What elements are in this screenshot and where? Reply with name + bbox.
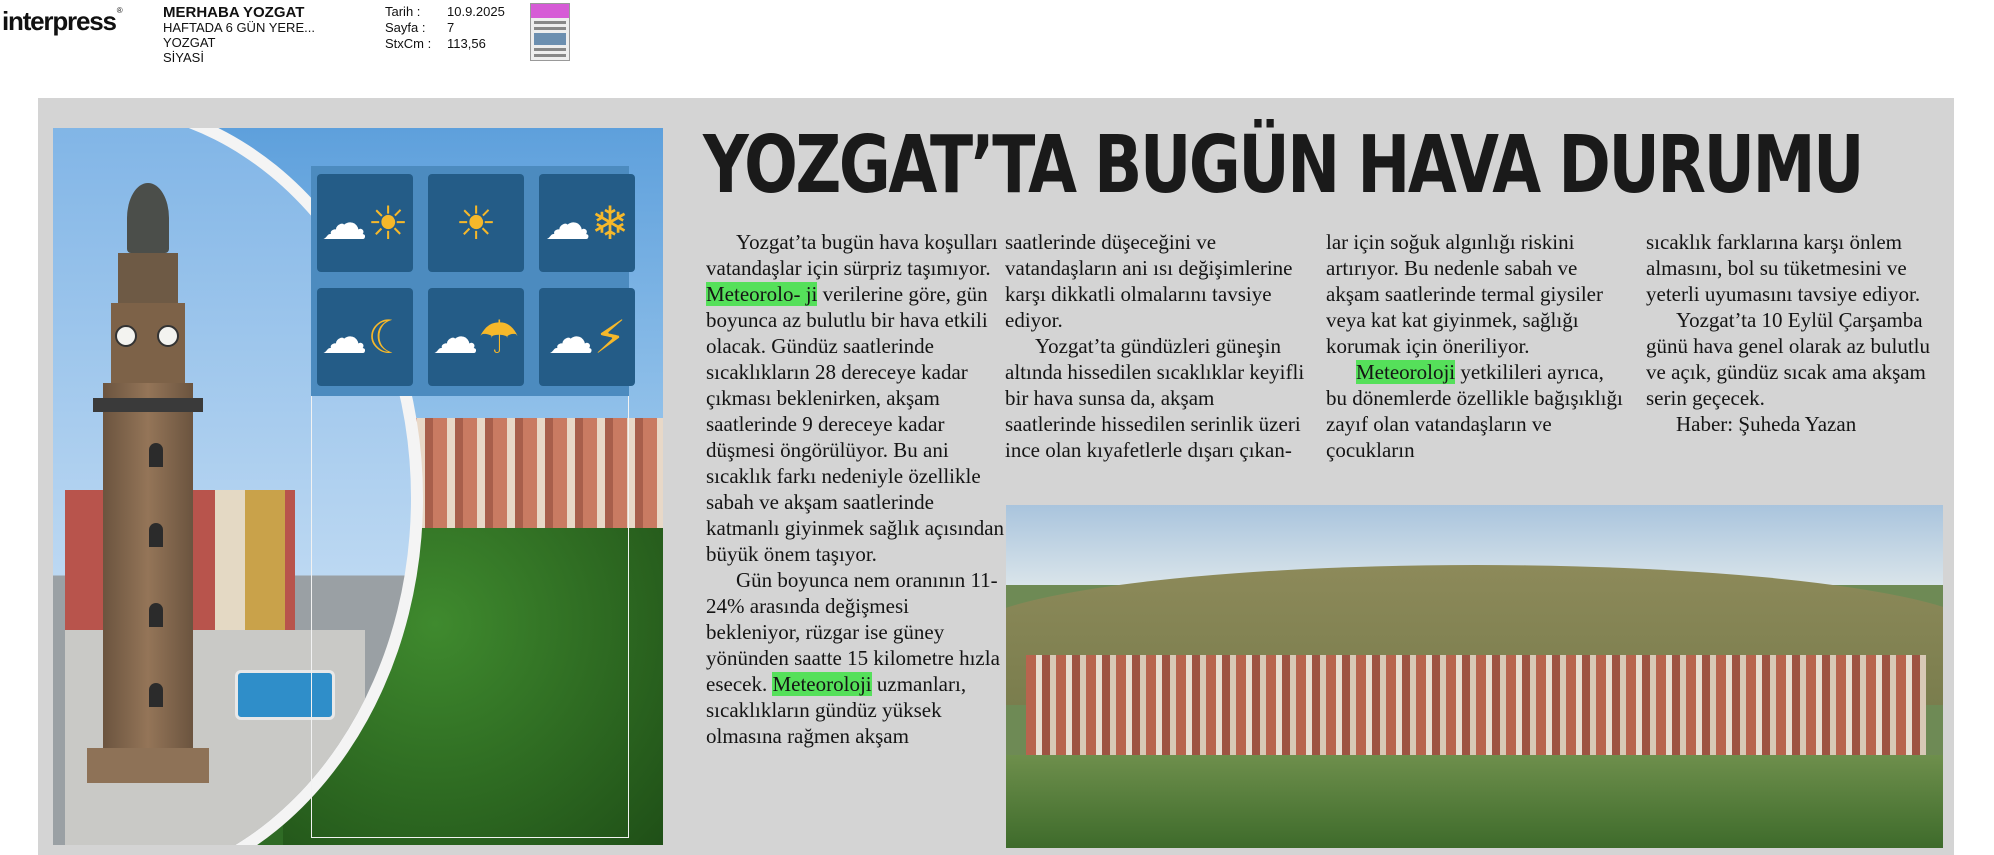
tower-shaft bbox=[103, 383, 193, 753]
news-clipping bbox=[38, 98, 1954, 855]
thumbnail-line bbox=[534, 27, 566, 30]
text-run: Gün boyunca nem oranının 11-24% arasında değişmesi bekleniyor, rüzgar ise güney yönünden saatte 15 kilometre hızla esecek. bbox=[706, 568, 1000, 696]
icon-cloud: ☁ bbox=[321, 196, 368, 250]
tower-window bbox=[149, 443, 163, 467]
tower-belfry bbox=[118, 253, 178, 303]
thumbnail-line bbox=[534, 21, 566, 24]
article-headline: YOZGAT’TA BUGÜN HAVA DURUMU bbox=[703, 119, 1862, 211]
icon-cloud: ☁ bbox=[432, 310, 479, 364]
paragraph: saatlerinde düşeceğini ve vatandaşların ani ısı değişimlerine karşı dikkatli olmalarını tavsiye ediyor. bbox=[1005, 230, 1293, 332]
meta-value: 113,56 bbox=[447, 36, 486, 51]
icon-cloud: ☁ bbox=[321, 310, 368, 364]
publication-city: YOZGAT bbox=[163, 35, 216, 50]
interpress-logo bbox=[2, 6, 121, 37]
text-run: yetkilileri ayrıca, bu dönemlerde özellikle bağışıklığı zayıf olan vatandaşların ve çocukların bbox=[1326, 360, 1623, 462]
icon-accent: ☂ bbox=[478, 310, 520, 364]
highlighted-term: Meteoroloji bbox=[1356, 360, 1456, 384]
sun-icon bbox=[428, 174, 524, 272]
paragraph: Yozgat’ta 10 Eylül Çarşamba günü hava genel olarak az bulutlu ve açık, gündüz sıcak ama akşam serin geçecek. bbox=[1646, 308, 1930, 410]
paragraph: sıcaklık farklarına karşı önlem almasını, bol su tüketmesini ve yeterli uyumasını tavsiye ediyor. bbox=[1646, 230, 1921, 306]
thunderstorm-cloud-icon bbox=[539, 288, 635, 386]
paragraph bbox=[706, 229, 1006, 567]
byline: Haber: Şuheda Yazan bbox=[1676, 412, 1857, 436]
icon-accent: ☀ bbox=[455, 196, 497, 250]
meta-value: 7 bbox=[447, 20, 455, 35]
meta-value: 10.9.2025 bbox=[447, 4, 505, 19]
snow-cloud-icon bbox=[539, 174, 635, 272]
meta-row-date bbox=[385, 4, 505, 20]
meta-key: Sayfa : bbox=[385, 20, 426, 35]
paragraph bbox=[706, 567, 1006, 749]
article-column-3 bbox=[1326, 229, 1626, 463]
tower-clock-section bbox=[111, 303, 185, 383]
icon-accent: ☾ bbox=[367, 310, 409, 364]
paragraph: lar için soğuk algınlığı riskini artırıyor. Bu nedenle sabah ve akşam saatlerinde termal giysiler veya kat kat giyinmek, sağlığı korumak için öneriliyor. bbox=[1326, 230, 1603, 358]
tower-base bbox=[87, 748, 209, 783]
registered-mark: ® bbox=[116, 6, 122, 15]
clock-tower bbox=[93, 183, 203, 783]
highlighted-term: Meteorolo- ji bbox=[706, 282, 818, 306]
icon-accent: ☀ bbox=[367, 196, 409, 250]
thumbnail-picture bbox=[534, 33, 566, 45]
paragraph bbox=[1326, 359, 1626, 463]
logo-text: interpress bbox=[2, 6, 116, 36]
article-column-1 bbox=[706, 229, 1006, 749]
clip-meta bbox=[385, 4, 505, 52]
text-run: verilerine göre, gün boyunca az bulutlu bir hava etkili olacak. Gündüz saatlerinde sıcaklıkların 28 dereceye kadar çıkması beklenirken, akşam saatlerinde 9 dereceye kadar düşmesi öngörülüyor. Bu ani sıcaklık farkı nedeniyle özellikle sabah ve akşam saatlerinde katmanlı giyinmek sağlık açısından büyük önem taşıyor. bbox=[706, 282, 1005, 566]
publication-frequency: HAFTADA 6 GÜN YERE... bbox=[163, 20, 315, 35]
publication-category: SİYASİ bbox=[163, 50, 204, 65]
tower-window bbox=[149, 603, 163, 627]
icon-cloud: ☁ bbox=[544, 196, 591, 250]
tower-window bbox=[149, 523, 163, 547]
partly-cloudy-sun-icon bbox=[317, 174, 413, 272]
meta-row-stxcm bbox=[385, 36, 505, 52]
highlighted-term: Meteoroloji bbox=[772, 672, 872, 696]
night-cloud-icon bbox=[317, 288, 413, 386]
icon-accent: ❄ bbox=[590, 196, 630, 250]
publication-name: MERHABA YOZGAT bbox=[163, 4, 305, 21]
meta-key: StxCm : bbox=[385, 36, 432, 51]
article-column-4 bbox=[1646, 229, 1946, 437]
publication-info bbox=[163, 5, 315, 65]
meta-row-page bbox=[385, 20, 505, 36]
icon-accent: ⚡ bbox=[593, 310, 627, 364]
photo-fields bbox=[1006, 755, 1943, 848]
rain-cloud-icon bbox=[428, 288, 524, 386]
clock-tower-illustration bbox=[53, 128, 663, 845]
yozgat-city-photo bbox=[1006, 505, 1943, 848]
paragraph: Yozgat’ta gündüzleri güneşin altında hissedilen sıcaklıklar keyifli bir hava sunsa da, akşam saatlerinde hissedilen serinlik üzeri ince olan kıyafetlerle dışarı çıkan- bbox=[1005, 334, 1305, 462]
clock-face bbox=[157, 325, 179, 347]
weather-icon-panel bbox=[311, 166, 629, 396]
page-thumbnail[interactable] bbox=[530, 3, 570, 61]
tower-window bbox=[149, 683, 163, 707]
thumbnail-line bbox=[534, 54, 566, 57]
thumbnail-masthead bbox=[531, 4, 569, 18]
tower-cap bbox=[127, 183, 169, 253]
meta-key: Tarih : bbox=[385, 4, 421, 19]
thumbnail-line bbox=[534, 48, 566, 51]
clock-face bbox=[115, 325, 137, 347]
tower-balcony bbox=[93, 398, 203, 412]
text-run: Yozgat’ta bugün hava koşulları vatandaşlar için sürpriz taşımıyor. bbox=[706, 230, 998, 280]
icon-cloud: ☁ bbox=[547, 310, 594, 364]
illustration-frame bbox=[311, 396, 629, 838]
text-run: uzmanları, sıcaklıkların gündüz yüksek olmasına rağmen akşam bbox=[706, 672, 967, 748]
article-column-2 bbox=[1005, 229, 1310, 463]
